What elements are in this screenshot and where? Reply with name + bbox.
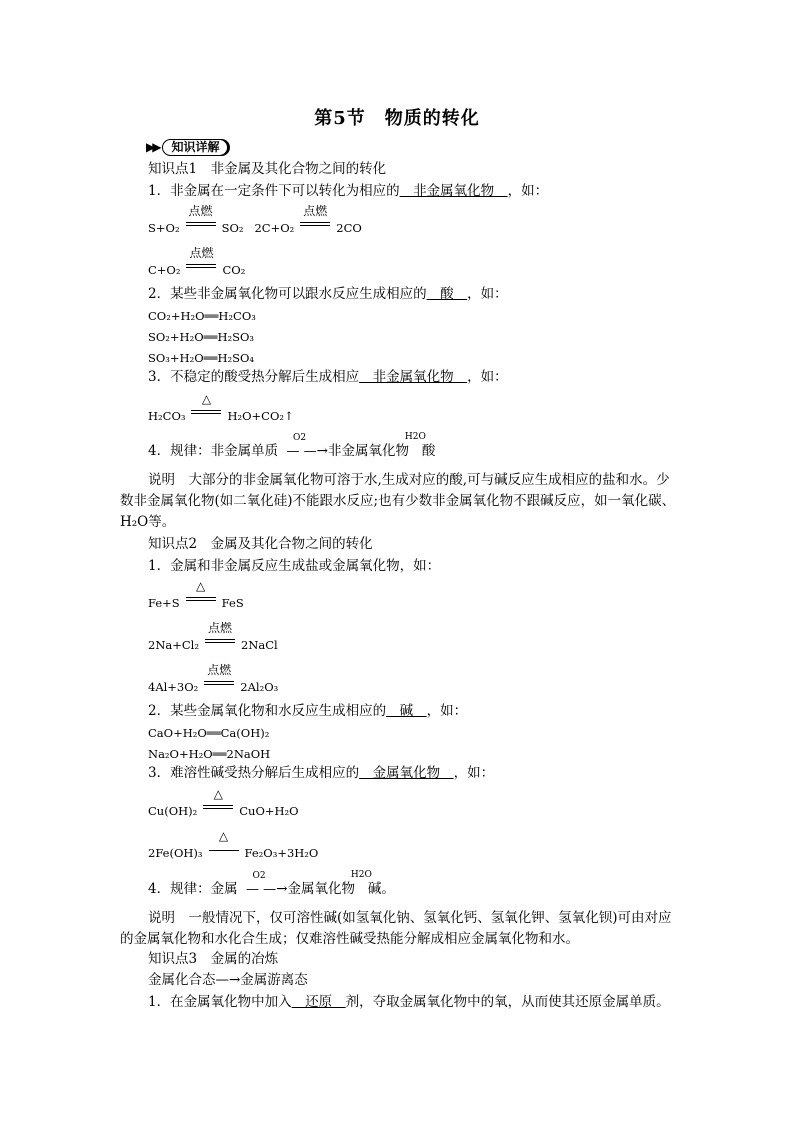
- double-arrow-icon: ▶▶: [146, 140, 159, 154]
- kp2-item4: 4．规律：金属 — — O2 →金属氧化物 H2O 碱。: [148, 870, 395, 897]
- kp2-equation-1: Fe+S △ FeS: [148, 579, 244, 610]
- kp3-item1: 1．在金属氧化物中加入 还原 剂，夺取金属氧化物中的氧，从而使其还原金属单质。: [148, 994, 670, 1010]
- kp1-eq2b: SO₂+H₂O══H₂SO₃: [148, 330, 255, 344]
- kp2-equation-5: 2Fe(OH)₃ △ Fe₂O₃+3H₂O: [148, 829, 319, 860]
- kp1-item1: 1．非金属在一定条件下可以转化为相应的 非金属氧化物 ，如：: [148, 183, 549, 199]
- kp1-item2-answer: 酸: [426, 286, 468, 302]
- kp1-note: 说明 大部分的非金属氧化物可溶于水,生成对应的酸,可与碱反应生成相应的盐和水。少数非金属氧化物(如二氧化硅)不能跟水反应;也有少数非金属氧化物不跟碱反应，如一氧化碳、H₂O等。: [120, 472, 676, 530]
- kp1-equation-1: S+O₂ 点燃 SO₂ 2C+O₂ 点燃 2CO: [148, 204, 362, 235]
- kp2-item2: 2．某些金属氧化物和水反应生成相应的 碱 ，如：: [148, 703, 468, 719]
- kp2-item1: 1．金属和非金属反应生成盐或金属氧化物，如：: [148, 558, 441, 574]
- kp2-note: 说明 一般情况下，仅可溶性碱(如氢氧化钠、氢氧化钙、氢氧化钾、氢氧化钡)可由对应的金属氧化物和水化合生成；仅难溶性碱受热能分解成相应金属氧化物和水。: [120, 910, 672, 947]
- badge-label: 知识详解: [162, 139, 228, 156]
- kp2-equation-2: 2Na+Cl₂ 点燃 2NaCl: [148, 621, 278, 652]
- kp2-equation-4: Cu(OH)₂ △ CuO+H₂O: [148, 787, 299, 818]
- kp2-item2-answer: 碱: [386, 703, 427, 719]
- kp2-eq2b: Na₂O+H₂O══2NaOH: [148, 747, 271, 761]
- kp1-item4: 4．规律：非金属单质 — — O2 →非金属氧化物 H2O 酸: [148, 432, 436, 459]
- page-title: 第5节 物质的转化: [314, 108, 480, 129]
- kp1-item3: 3．不稳定的酸受热分解后生成相应 非金属氧化物 ，如：: [148, 369, 508, 385]
- kp3-heading: 知识点3 金属的冶炼: [148, 951, 279, 967]
- section-badge: [146, 138, 228, 156]
- kp1-eq2a: CO₂+H₂O══H₂CO₃: [148, 309, 256, 323]
- kp1-heading: 知识点1 非金属及其化合物之间的转化: [148, 161, 387, 177]
- kp2-item3-answer: 金属氧化物: [359, 765, 454, 781]
- kp1-equation-3: H₂CO₃ △ H₂O+CO₂↑: [148, 392, 294, 423]
- kp1-equation-2: C+O₂ 点燃 CO₂: [148, 246, 246, 277]
- kp1-eq2c: SO₃+H₂O══H₂SO₄: [148, 351, 255, 365]
- kp2-item3: 3．难溶性碱受热分解后生成相应的 金属氧化物 ，如：: [148, 765, 495, 781]
- kp1-item1-answer: 非金属氧化物: [399, 183, 508, 199]
- kp1-item3-answer: 非金属氧化物: [359, 369, 468, 385]
- kp2-eq2a: CaO+H₂O══Ca(OH)₂: [148, 726, 270, 740]
- kp2-equation-3: 4Al+3O₂ 点燃 2Al₂O₃: [148, 663, 279, 694]
- kp3-item1-answer: 还原: [291, 994, 346, 1010]
- kp1-item2: 2．某些非金属氧化物可以跟水反应生成相应的 酸 ，如：: [148, 286, 508, 302]
- kp3-line: 金属化合态—→金属游离态: [148, 972, 308, 988]
- kp2-heading: 知识点2 金属及其化合物之间的转化: [148, 536, 373, 552]
